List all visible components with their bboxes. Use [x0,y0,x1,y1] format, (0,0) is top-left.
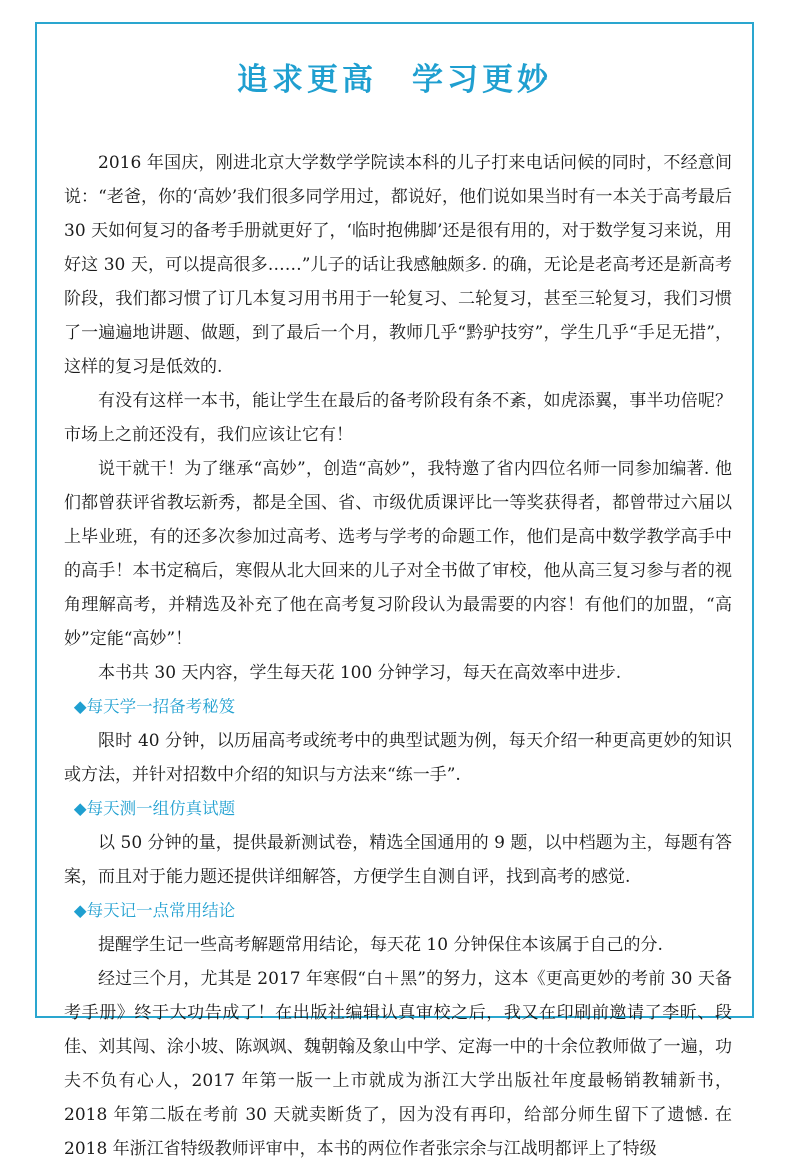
paragraph: 提醒学生记一些高考解题常用结论，每天花 10 分钟保住本该属于自己的分. [98,935,663,955]
paragraph: 经过三个月，尤其是 2017 年寒假“白＋黑”的努力，这本《更高更妙的考前 30 天备考手册》终于大功告成了！在出版社编辑认真审校之后，我又在印刷前邀请了李昕、段佳、刘其闯、涂小坡、陈飒飒、魏朝翰及象山中学、定海一中的十余位教师做了一遍，功夫不负有心人，2017 年第一版一上市就成为浙江大学出版社年度最畅销教辅新书，2018 年第二版在考前 30 天就卖断货了，因为没有再印，给部分师生留下了遗憾. 在 2018 年浙江省特级教师评审中，本书的两位作者张宗余与江战明都评上了特级 [64,969,732,1159]
section-heading-label: 每天记一点常用结论 [86,901,236,920]
section-heading [64,690,732,724]
section-heading-label: 每天测一组仿真试题 [86,799,236,818]
page-title: 追求更高 学习更妙 [237,62,552,98]
paragraph: 限时 40 分钟，以历届高考或统考中的典型试题为例，每天介绍一种更高更妙的知识或方法，并针对招数中介绍的知识与方法来“练一手”. [64,731,732,785]
paragraph: 2016 年国庆，刚进北京大学数学学院读本科的儿子打来电话问候的同时，不经意间说：“老爸，你的‘高妙’我们很多同学用过，都说好，他们说如果当时有一本关于高考最后 30 天如何复习的备考手册就更好了，‘临时抱佛脚’还是很有用的，对于数学复习来说，用好这 30 天，可以提高很多……”儿子的话让我感触颇多. 的确，无论是老高考还是新高考阶段，我们都习惯了订几本复习用书用于一轮复习、二轮复习，甚至三轮复习，我们习惯了一遍遍地讲题、做题，到了最后一个月，教师几乎“黔驴技穷”，学生几乎“手足无措”，这样的复习是低效的. [64,153,732,377]
paragraph: 说干就干！为了继承“高妙”，创造“高妙”，我特邀了省内四位名师一同参加编著. 他们都曾获评省教坛新秀，都是全国、省、市级优质课评比一等奖获得者，都曾带过六届以上毕业班，有的还多次参加过高考、选考与学考的命题工作，他们是高中数学教学高手中的高手！本书定稿后，寒假从北大回来的儿子对全书做了审校，他从高三复习参与者的视角理解高考，并精选及补充了他在高考复习阶段认为最需要的内容！有他们的加盟，“高妙”定能“高妙”！ [64,459,732,649]
section-heading [64,894,732,928]
diamond-icon: ◆ [73,697,87,716]
body-text [64,146,732,1166]
diamond-icon: ◆ [73,901,87,920]
paragraph: 以 50 分钟的量，提供最新测试卷，精选全国通用的 9 题，以中档题为主，每题有答案，而且对于能力题还提供详细解答，方便学生自测自评，找到高考的感觉. [64,833,732,887]
page-frame [35,22,754,1159]
paragraph: 本书共 30 天内容，学生每天花 100 分钟学习，每天在高效率中进步. [98,663,622,683]
section-heading [64,792,732,826]
section-heading-label: 每天学一招备考秘笈 [86,697,236,716]
paragraph: 有没有这样一本书，能让学生在最后的备考阶段有条不紊，如虎添翼，事半功倍呢？市场上之前还没有，我们应该让它有！ [64,391,732,445]
diamond-icon: ◆ [73,799,87,818]
